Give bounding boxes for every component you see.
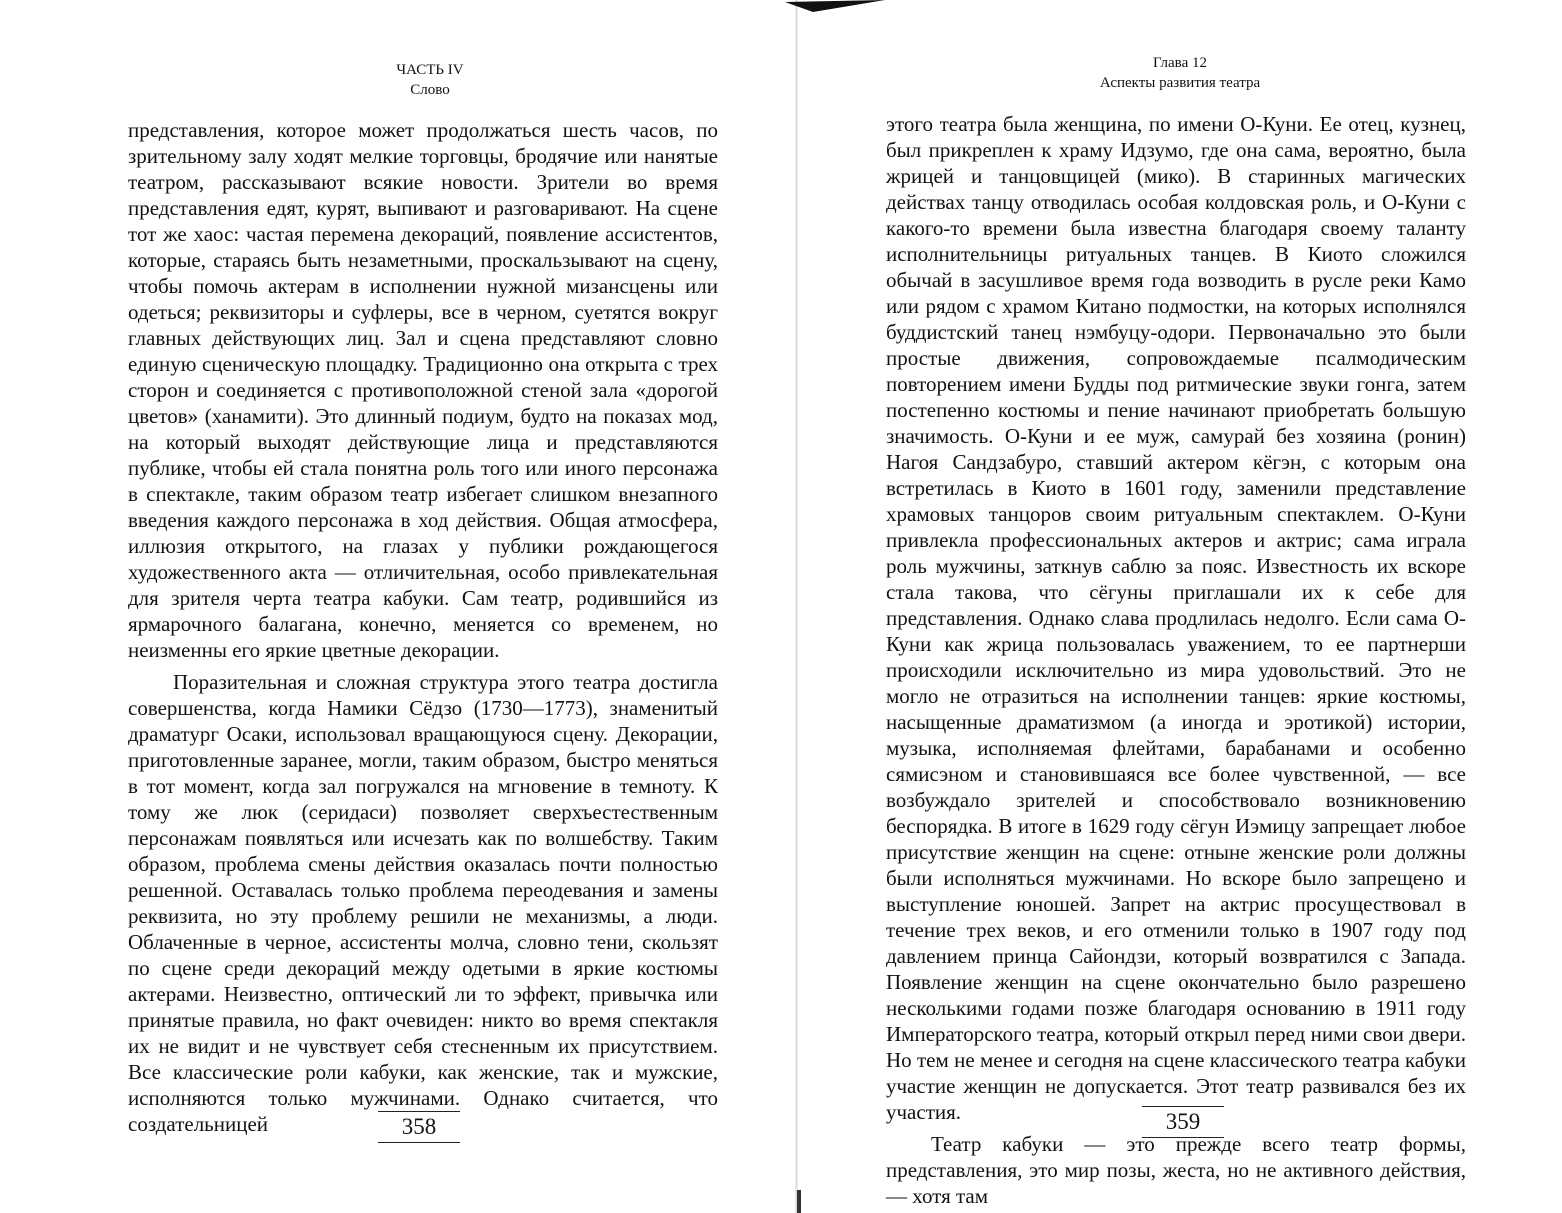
- page-number-right: 359: [1142, 1106, 1224, 1138]
- running-head-left: [300, 60, 560, 100]
- paragraph: представления, которое может продолжаться шесть часов, по зрительному залу ходят мелкие торговцы, бродячие или нанятые театром, рассказывают всякие новости. Зрители во время представления едят, курят, выпивают и разговаривают. На сцене тот же хаос: частая перемена декораций, появление ассистентов, которые, стараясь быть незаметными, проскальзывают на сцену, чтобы помочь актерам в исполнении нужной мизансцены или одеться; реквизиторы и суфлеры, все в черном, суетятся вокруг главных действующих лиц. Зал и сцена представляют словно единую сценическую площадку. Традиционно она открыта с трех сторон и соединяется с противоположной стеной зала «дорогой цветов» (ханамити). Это длинный подиум, будто на показах мод, на который выходят действующие лица и представляются публике, чтобы ей стала понятна роль того или иного персонажа в спектакле, таким образом театр избегает слишком внезапного введения каждого персонажа в ход действия. Общая атмосфера, иллюзия открытого, на глазах у публики рождающегося художественного акта — отличительная, особо привлекательная для зрителя черта театра кабуки. Сам театр, родившийся из ярмарочного балагана, конечно, меняется со временем, но неизменны его яркие цветные декорации.: [128, 118, 718, 662]
- running-head-right: [1040, 53, 1320, 93]
- paragraph: Поразительная и сложная структура этого театра достигла совершенства, когда Намики Сёдзо (1730—1773), знаменитый драматург Осаки, использовал вращающуюся сцену. Декорации, приготовленные заранее, могли, таким образом, быстро меняться в тот момент, когда зал погружался на мгновение в темноту. К тому же люк (серидаси) позволяет сверхъестественным персонажам появляться или исчезать как по волшебству. Таким образом, проблема смены действия оказалась почти полностью решенной. Оставалась только проблема переодевания и замены реквизита, но эту проблему решили не механизмы, а люди. Облаченные в черное, ассистенты молча, словно тени, скользят по сцене среди декораций между одетыми в яркие костюмы актерами. Неизвестно, оптический ли то эффект, привычка или принятые правила, но факт очевиден: никто во время спектакля их не видит и не чувствует себя стесненным их присутствием. Все классические роли кабуки, как женские, так и мужские, исполняются только мужчинами. Однако считается, что создательницей: [128, 670, 718, 1136]
- page-number-left: 358: [378, 1111, 460, 1143]
- running-head-part: ЧАСТЬ IV: [396, 62, 464, 78]
- paragraph: этого театра была женщина, по имени О-Куни. Ее отец, кузнец, был прикреплен к храму Идзумо, где она сама, вероятно, была жрицей и танцовщицей (мико). В старинных магических действах танцу отводилась особая колдовская роль, и О-Куни с какого-то времени была известна благодаря своему таланту исполнительницы ритуальных танцев. В Киото сложился обычай в засушливое время года возводить в русле реки Камо или рядом с храмом Китано подмостки, на которых исполнялся буддистский танец нэмбуцу-одори. Первоначально это были простые движения, сопровождаемые псалмодическим повторением имени Будды под ритмические звуки гонга, затем постепенно костюмы и пение начинают приобретать большую значимость. О-Куни и ее муж, самурай без хозяина (ронин) Нагоя Сандзабуро, ставший актером кёгэн, с которым она встретилась в Киото в 1601 году, заменили представление храмовых танцоров своим ритуальным спектаклем. О-Куни привлекла профессиональных актеров и актрис; сама играла роль мужчины, заткнув саблю за пояс. Известность их вскоре стала такова, что сёгуны приглашали их к себе для представления. Однако слава продлилась недолго. Если сама О-Куни как жрица пользовалась уважением, то ее партнерши происходили исключительно из мира удовольствий. Это не могло не отразиться на исполнении танцев: яркие костюмы, насыщенные драматизмом (а иногда и эротикой) истории, музыка, исполняемая флейтами, барабанами и особенно сямисэном и становившаяся все более чувственной, — все возбуждало зрителей и способствовало возникновению беспорядка. В итоге в 1629 году сёгун Иэмицу запрещает любое присутствие женщин на сцене: отныне женские роли должны были исполняться мужчинами. Но вскоре было запрещено и выступление юношей. Запрет на актрис просуществовал в течение трех веков, и его отменили только в 1907 году под давлением принца Сайондзи, который возвратился с Запада. Появление женщин на сцене окончательно было разрешено несколькими годами позже благодаря основанию в 1911 году Императорского театра, который открыл перед ними свои двери. Но тем не менее и сегодня на сцене классического театра кабуки участие женщин не допускается. Этот театр развивался без их участия.: [886, 112, 1466, 1124]
- running-head-chapter-title: Аспекты развития театра: [1099, 75, 1261, 91]
- right-page: [790, 0, 1562, 1213]
- paragraph: Театр кабуки — это прежде всего театр формы, представления, это мир позы, жеста, но не активного действия, — хотя там: [886, 1132, 1466, 1208]
- left-body-text: [128, 117, 718, 1137]
- right-body-text: [886, 111, 1466, 1209]
- running-head-section: Слово: [410, 82, 450, 98]
- running-head-chapter: Глава 12: [1153, 55, 1207, 71]
